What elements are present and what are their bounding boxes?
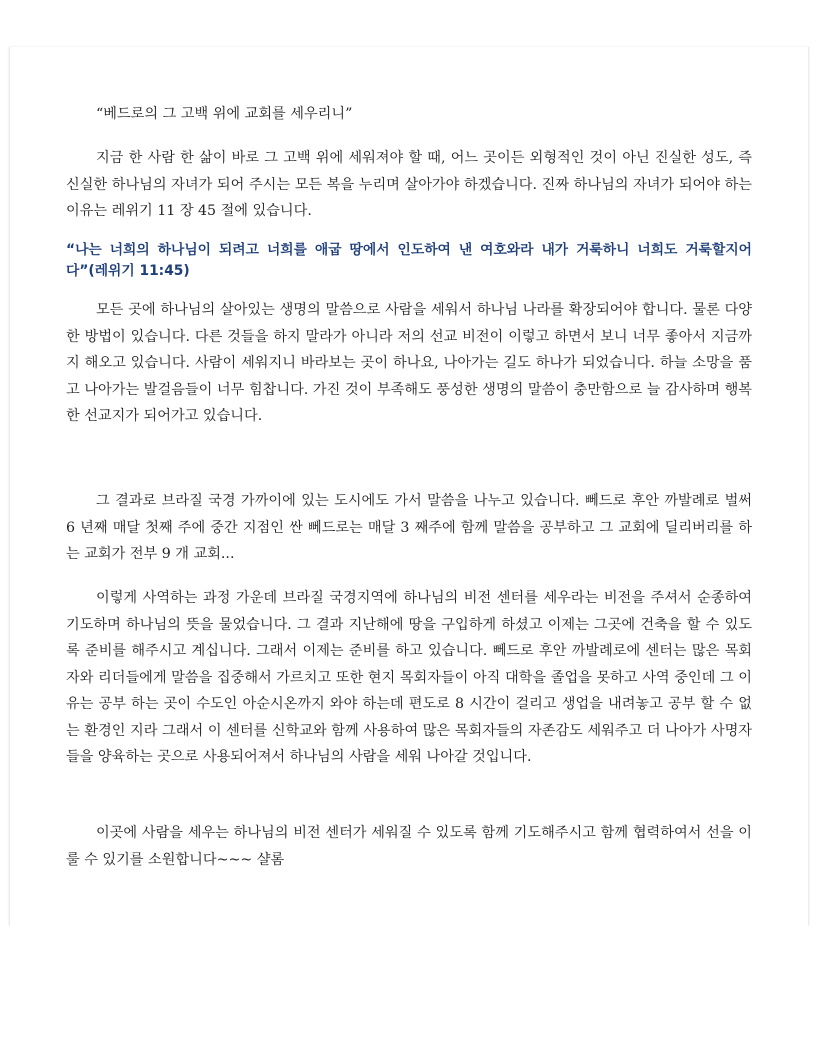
- heading-quote: “베드로의 그 고백 위에 교회를 세우리니”: [96, 106, 353, 122]
- paragraph-results: 그 결과로 브라질 국경 가까이에 있는 도시에도 가서 말씀을 나누고 있습니다. 뻬드로 후안 까발례로 벌써 6 년째 매달 첫째 주에 중간 지점인 싼 뻬드로는 매달 3 째주에 함께 말씀을 공부하고 그 교회에 딜리버리를 하는 교회가 전부 9 개 교회...: [66, 493, 752, 562]
- paragraph-vision-center: 이렇게 사역하는 과정 가운데 브라질 국경지역에 하나님의 비전 센터를 세우라는 비전을 주셔서 순종하여 기도하며 하나님의 뜻을 물었습니다. 그 결과 지난해에 땅을 구입하게 하셨고 이제는 그곳에 건축을 할 수 있도록 준비를 해주시고 계십니다. 그래서 이제는 준비를 하고 있습니다. 뻬드로 후안 까발례로에 센터는 많은 목회자와 리더들에게 말씀을 집중해서 가르치고 또한 현지 목회자들이 아직 대학을 졸업을 못하고 사역 중인데 그 이유는 공부 하는 곳이 수도인 아순시온까지 와야 하는데 편도로 8 시간이 걸리고 생업을 내려놓고 공부 할 수 없는 환경인 지라 그래서 이 센터를 신학교와 함께 사용하여 많은 목회자들의 자존감도 세워주고 더 나아가 사명자들을 양육하는 곳으로 사용되어져서 하나님의 사람을 세워 나아갈 것입니다.: [66, 590, 752, 765]
- blank-area: [0, 926, 816, 1056]
- scripture-quote: “나는 너희의 하나님이 되려고 너희를 애굽 땅에서 인도하여 낸 여호와라 내가 거룩하니 너희도 거룩할지어다”(레위기 11:45): [66, 242, 752, 279]
- paragraph-closing: 이곳에 사람을 세우는 하나님의 비전 센터가 세워질 수 있도록 함께 기도해주시고 함께 협력하여서 선을 이룰 수 있기를 소원합니다~~~ 샬롬: [66, 825, 752, 868]
- paragraph-mission: 모든 곳에 하나님의 살아있는 생명의 말씀으로 사람을 세워서 하나님 나라를 확장되어야 합니다. 물론 다양한 방법이 있습니다. 다른 것들을 하지 말라가 아니라 저의 선교 비전이 이렇고 하면서 보니 너무 좋아서 지금까지 해오고 있습니다. 사람이 세워지니 바라보는 곳이 하나요, 나아가는 길도 하나가 되었습니다. 하늘 소망을 품고 나아가는 발걸음들이 너무 힘찹니다. 가진 것이 부족해도 풍성한 생명의 말씀이 충만함으로 늘 감사하며 행복한 선교지가 되어가고 있습니다.: [66, 302, 752, 424]
- paragraph-intro: 지금 한 사람 한 삶이 바로 그 고백 위에 세워져야 할 때, 어느 곳이든 외형적인 것이 아닌 진실한 성도, 즉 신실한 하나님의 자녀가 되어 주시는 모든 복을 누리며 살아가야 하겠습니다. 진짜 하나님의 자녀가 되어야 하는 이유는 레위기 11 장 45 절에 있습니다.: [66, 150, 752, 219]
